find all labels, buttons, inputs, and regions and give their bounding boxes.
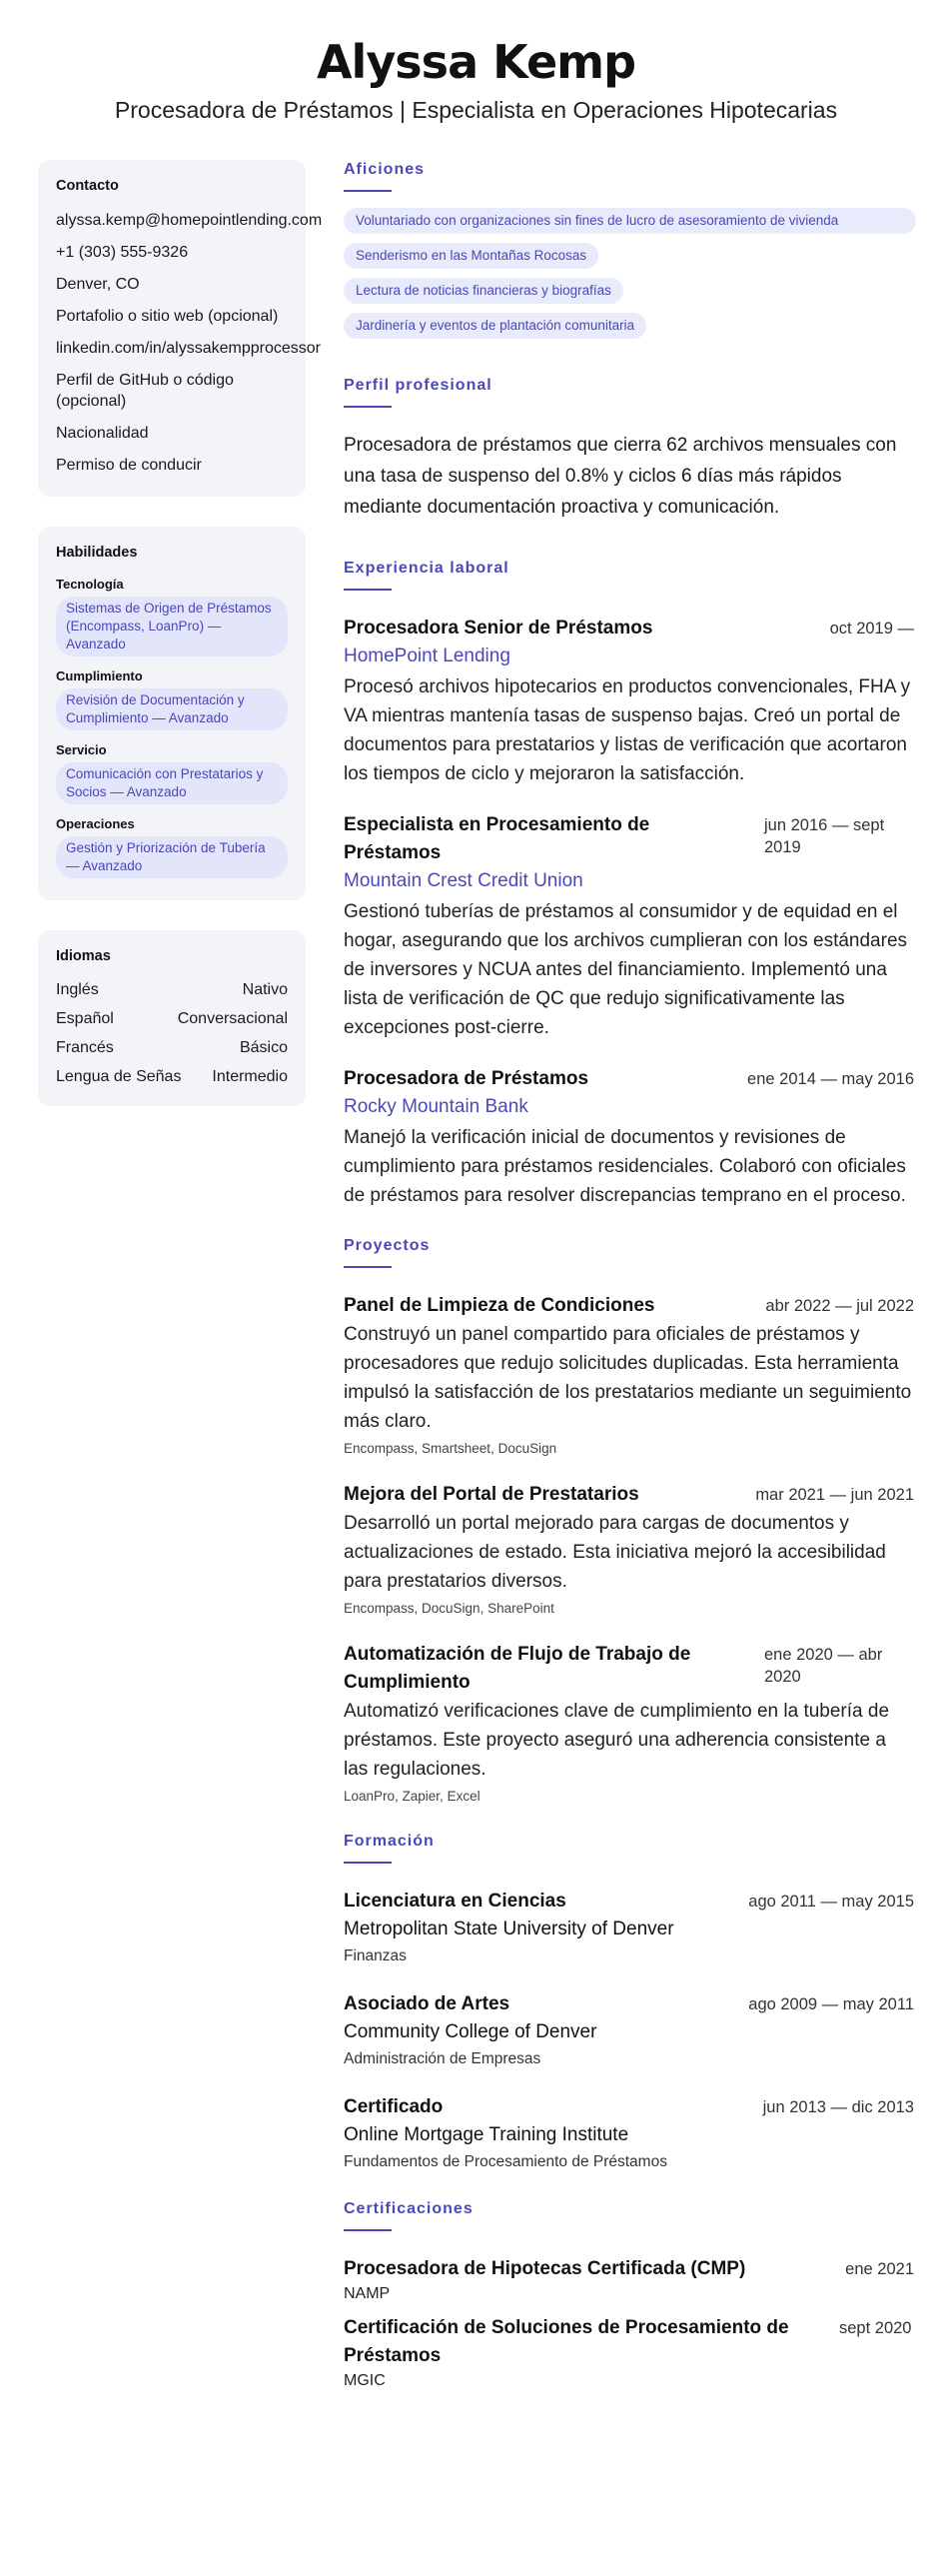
contact-linkedin[interactable]: linkedin.com/in/alyssakempprocessor bbox=[56, 340, 321, 357]
job-company: Rocky Mountain Bank bbox=[344, 1096, 528, 1117]
skill-group bbox=[56, 742, 288, 804]
profile-text: Procesadora de préstamos que cierra 62 archivos mensuales con una tasa de suspenso del 0.8% y ciclos 6 días más rápidos mediante documentación proactiva y comunicación. bbox=[344, 435, 897, 518]
language-row bbox=[56, 1038, 288, 1058]
candidate-title: Procesadora de Préstamos | Especialista en Operaciones Hipotecarias bbox=[114, 97, 838, 123]
language-row bbox=[56, 980, 288, 1000]
education-field: Administración de Empresas bbox=[344, 2050, 541, 2067]
profile-heading: Perfil profesional bbox=[344, 377, 492, 394]
project-title: Mejora del Portal de Prestatarios bbox=[344, 1484, 639, 1505]
language-row bbox=[56, 1009, 288, 1029]
contact-github: Perfil de GitHub o código (opcional) bbox=[56, 372, 234, 410]
main-content bbox=[344, 160, 914, 2414]
education-date: jun 2013 — dic 2013 bbox=[762, 2098, 914, 2116]
project-tech: Encompass, DocuSign, SharePoint bbox=[344, 1601, 554, 1616]
project-title: Panel de Limpieza de Condiciones bbox=[344, 1295, 655, 1316]
project-entry bbox=[344, 1292, 914, 1458]
experience-section bbox=[344, 559, 914, 1210]
education-section bbox=[344, 1832, 914, 2173]
section-divider bbox=[344, 589, 392, 591]
language-level: Nativo bbox=[242, 981, 288, 998]
section-divider bbox=[344, 190, 392, 192]
certification-date: sept 2020 bbox=[839, 2319, 912, 2337]
certification-date: ene 2021 bbox=[845, 2260, 914, 2278]
education-heading: Formación bbox=[344, 1833, 435, 1850]
degree-title: Certificado bbox=[344, 2096, 444, 2117]
job-title: Especialista en Procesamiento de Préstamos bbox=[344, 814, 650, 863]
skill-group bbox=[56, 668, 288, 730]
language-level: Intermedio bbox=[212, 1068, 288, 1085]
skill-category: Cumplimiento bbox=[56, 668, 143, 683]
project-description: Desarrolló un portal mejorado para cargas de documentos y actualizaciones de estado. Esta iniciativa mejoró la accesibilidad para prestatarios diversos. bbox=[344, 1513, 886, 1592]
job-title: Procesadora Senior de Préstamos bbox=[344, 618, 653, 639]
project-title: Automatización de Flujo de Trabajo de Cumplimiento bbox=[344, 1644, 691, 1693]
project-entry bbox=[344, 1481, 914, 1618]
contact-nationality: Nacionalidad bbox=[56, 425, 149, 442]
languages-heading: Idiomas bbox=[56, 948, 111, 964]
education-date: ago 2009 — may 2011 bbox=[748, 1995, 914, 2013]
job-description: Procesó archivos hipotecarios en productos convencionales, FHA y VA mientras mantenía tasas de suspenso bajas. Creó un portal de documentos para prestatarios y listas de verificación que acortaron los tiempos de ciclo y mejoraron la satisfacción. bbox=[344, 676, 911, 784]
project-description: Automatizó verificaciones clave de cumplimiento en la tubería de préstamos. Este proyecto aseguró una adherencia consistente a las regulaciones. bbox=[344, 1701, 890, 1780]
job-description: Manejó la verificación inicial de documentos y revisiones de cumplimiento para préstamos residenciales. Colaboró con oficiales de préstamos para resolver discrepancias temprano en el proceso. bbox=[344, 1127, 906, 1206]
skill-category: Servicio bbox=[56, 742, 107, 757]
experience-entry bbox=[344, 811, 914, 1042]
project-date: abr 2022 — jul 2022 bbox=[765, 1297, 914, 1315]
languages-card bbox=[38, 930, 306, 1106]
hobbies-section bbox=[344, 160, 914, 348]
job-company: Mountain Crest Credit Union bbox=[344, 870, 583, 891]
sidebar bbox=[38, 160, 323, 2414]
experience-entry bbox=[344, 1065, 914, 1210]
hobby-chip: Voluntariado con organizaciones sin fines de lucro de asesoramiento de vivienda bbox=[344, 208, 916, 234]
project-tech: LoanPro, Zapier, Excel bbox=[344, 1789, 480, 1804]
hobby-chip: Lectura de noticias financieras y biografías bbox=[344, 278, 623, 304]
projects-heading: Proyectos bbox=[344, 1237, 431, 1254]
job-date: jun 2016 — sept 2019 bbox=[764, 816, 885, 856]
resume-columns bbox=[0, 160, 952, 2414]
job-date: oct 2019 — bbox=[829, 620, 914, 638]
experience-entry bbox=[344, 615, 914, 788]
contact-location: Denver, CO bbox=[56, 276, 140, 293]
language-level: Básico bbox=[239, 1039, 288, 1056]
contact-portfolio: Portafolio o sitio web (opcional) bbox=[56, 308, 279, 325]
resume-header bbox=[0, 0, 952, 124]
language-name: Lengua de Señas bbox=[56, 1068, 182, 1085]
language-name: Francés bbox=[56, 1039, 114, 1056]
skills-card bbox=[38, 527, 306, 900]
certifications-heading: Certificaciones bbox=[344, 2200, 474, 2217]
contact-license: Permiso de conducir bbox=[56, 457, 202, 474]
certification-entry bbox=[344, 2255, 914, 2304]
language-level: Conversacional bbox=[177, 1010, 288, 1027]
contact-phone[interactable]: +1 (303) 555-9326 bbox=[56, 244, 189, 261]
job-company: HomePoint Lending bbox=[344, 645, 510, 666]
degree-title: Licenciatura en Ciencias bbox=[344, 1891, 566, 1912]
hobby-chip: Jardinería y eventos de plantación comunitaria bbox=[344, 313, 646, 339]
project-date: ene 2020 — abr 2020 bbox=[764, 1646, 883, 1686]
skills-heading: Habilidades bbox=[56, 545, 138, 561]
projects-section bbox=[344, 1236, 914, 1806]
contact-heading: Contacto bbox=[56, 178, 119, 194]
education-entry bbox=[344, 1990, 914, 2070]
education-institution: Community College of Denver bbox=[344, 2021, 597, 2042]
section-divider bbox=[344, 406, 392, 408]
degree-title: Asociado de Artes bbox=[344, 1993, 510, 2014]
education-entry bbox=[344, 1888, 914, 1967]
skill-group bbox=[56, 577, 288, 656]
skill-category: Tecnología bbox=[56, 577, 124, 592]
skill-chip: Revisión de Documentación y Cumplimiento — Avanzado bbox=[56, 688, 288, 730]
job-title: Procesadora de Préstamos bbox=[344, 1068, 589, 1089]
education-date: ago 2011 — may 2015 bbox=[748, 1893, 914, 1911]
education-institution: Metropolitan State University of Denver bbox=[344, 1919, 674, 1939]
skill-category: Operaciones bbox=[56, 816, 135, 831]
education-institution: Online Mortgage Training Institute bbox=[344, 2124, 629, 2145]
education-entry bbox=[344, 2093, 914, 2173]
section-divider bbox=[344, 2229, 392, 2231]
profile-section bbox=[344, 376, 914, 523]
section-divider bbox=[344, 1862, 392, 1864]
job-date: ene 2014 — may 2016 bbox=[747, 1070, 914, 1088]
section-divider bbox=[344, 1266, 392, 1268]
skill-group bbox=[56, 816, 288, 878]
education-field: Finanzas bbox=[344, 1947, 407, 1964]
candidate-name: Alyssa Kemp bbox=[316, 35, 636, 89]
skill-chip: Comunicación con Prestatarios y Socios — Avanzado bbox=[56, 762, 288, 804]
project-date: mar 2021 — jun 2021 bbox=[755, 1486, 914, 1504]
project-tech: Encompass, Smartsheet, DocuSign bbox=[344, 1441, 557, 1456]
project-description: Construyó un panel compartido para oficiales de préstamos y procesadores que redujo solicitudes duplicadas. Esta herramienta impulsó la satisfacción de los prestatarios mediante un seguimiento más claro. bbox=[344, 1324, 912, 1432]
education-field: Fundamentos de Procesamiento de Préstamos bbox=[344, 2153, 667, 2170]
language-row bbox=[56, 1067, 288, 1087]
skill-chip: Gestión y Priorización de Tubería — Avanzado bbox=[56, 836, 288, 878]
contact-email[interactable]: alyssa.kemp@homepointlending.com bbox=[56, 212, 323, 229]
certification-issuer: NAMP bbox=[344, 2285, 391, 2302]
certification-name: Certificación de Soluciones de Procesamiento de Préstamos bbox=[344, 2317, 789, 2366]
certification-entry bbox=[344, 2314, 914, 2391]
language-name: Inglés bbox=[56, 981, 99, 998]
hobby-chip: Senderismo en las Montañas Rocosas bbox=[344, 243, 598, 269]
hobbies-heading: Aficiones bbox=[344, 161, 426, 178]
project-entry bbox=[344, 1641, 914, 1806]
certifications-section bbox=[344, 2199, 914, 2391]
contact-card bbox=[38, 160, 323, 497]
certification-issuer: MGIC bbox=[344, 2372, 386, 2389]
certification-name: Procesadora de Hipotecas Certificada (CMP) bbox=[344, 2258, 746, 2279]
language-name: Español bbox=[56, 1010, 114, 1027]
experience-heading: Experiencia laboral bbox=[344, 560, 509, 577]
skill-chip: Sistemas de Origen de Préstamos (Encompass, LoanPro) — Avanzado bbox=[56, 597, 288, 656]
job-description: Gestionó tuberías de préstamos al consumidor y de equidad en el hogar, asegurando que los archivos cumplieran con los estándares de inversores y NCUA antes del financiamiento. Implementó una lista de verificación de QC que redujo significativamente las excepciones post-cierre. bbox=[344, 901, 908, 1038]
